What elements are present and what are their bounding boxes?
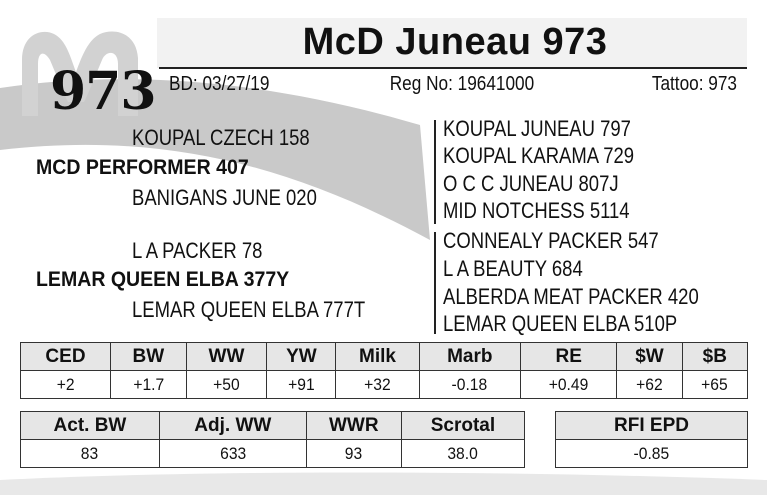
actual-header: Scrotal xyxy=(401,412,524,440)
epd-value: +50 xyxy=(213,374,240,394)
actual-value: 93 xyxy=(345,443,363,463)
pedigree-bracket-top xyxy=(434,120,436,224)
epd-value: +65 xyxy=(701,374,729,394)
actual-value-cell xyxy=(159,440,306,468)
sire-dam: BANIGANS JUNE 020 xyxy=(132,185,317,210)
actual-value: 633 xyxy=(219,443,246,463)
dam-dam: LEMAR QUEEN ELBA 777T xyxy=(132,297,366,322)
epd-header-row xyxy=(21,343,748,371)
epd-value: +91 xyxy=(288,374,315,394)
birth-date: BD: 03/27/19 xyxy=(169,72,270,95)
rfi-epd-table xyxy=(555,411,748,468)
great-grandparent: ALBERDA MEAT PACKER 420 xyxy=(443,284,699,309)
great-grandparent: LEMAR QUEEN ELBA 510P xyxy=(443,311,678,336)
epd-header: Marb xyxy=(419,343,521,371)
epd-value: +1.7 xyxy=(132,374,164,394)
epd-value-row xyxy=(21,371,748,399)
actual-header-row xyxy=(21,412,525,440)
actual-value: 38.0 xyxy=(447,443,479,463)
epd-header: $W xyxy=(617,343,682,371)
lot-number: 973 xyxy=(50,61,156,122)
rfi-header: RFI EPD xyxy=(556,412,748,440)
actual-header: Act. BW xyxy=(21,412,160,440)
great-grandparent: CONNEALY PACKER 547 xyxy=(443,228,659,253)
rfi-header-row xyxy=(556,412,748,440)
epd-table xyxy=(20,342,748,399)
epd-header: CED xyxy=(21,343,111,371)
epd-header: Milk xyxy=(336,343,419,371)
animal-name: McD Juneau 973 xyxy=(302,21,608,63)
actual-header: Adj. WW xyxy=(159,412,306,440)
epd-value-cell xyxy=(617,371,682,399)
rfi-value-row xyxy=(556,440,748,468)
registration-number: Reg No: 19641000 xyxy=(389,72,535,95)
rfi-value: -0.85 xyxy=(633,443,670,463)
tattoo: Tattoo: 973 xyxy=(651,72,737,95)
dam-sire: L A PACKER 78 xyxy=(132,238,263,263)
epd-value-cell xyxy=(110,371,186,399)
epd-value-cell xyxy=(186,371,267,399)
epd-value: +62 xyxy=(636,374,663,394)
great-grandparent: KOUPAL KARAMA 729 xyxy=(443,143,635,168)
epd-value: +2 xyxy=(56,374,75,394)
epd-header: YW xyxy=(267,343,336,371)
epd-header: $B xyxy=(682,343,747,371)
epd-value: -0.18 xyxy=(451,374,488,394)
actual-header: WWR xyxy=(306,412,401,440)
epd-value-cell xyxy=(682,371,747,399)
actual-value-cell xyxy=(401,440,524,468)
epd-value-cell xyxy=(521,371,617,399)
pedigree-bracket-bottom xyxy=(434,232,436,334)
epd-value-cell xyxy=(419,371,521,399)
epd-value: +32 xyxy=(364,374,391,394)
actual-value-cell xyxy=(21,440,160,468)
actual-value-cell xyxy=(306,440,401,468)
actual-value-row xyxy=(21,440,525,468)
epd-header: RE xyxy=(521,343,617,371)
great-grandparent: KOUPAL JUNEAU 797 xyxy=(443,116,631,141)
great-grandparent: L A BEAUTY 684 xyxy=(443,256,583,281)
epd-header: WW xyxy=(186,343,267,371)
actual-value: 83 xyxy=(81,443,99,463)
dam: LEMAR QUEEN ELBA 377Y xyxy=(36,268,290,291)
epd-value: +0.49 xyxy=(548,374,589,394)
epd-value-cell xyxy=(336,371,419,399)
great-grandparent: MID NOTCHESS 5114 xyxy=(443,198,630,223)
sire-sire: KOUPAL CZECH 158 xyxy=(132,125,310,150)
actual-measurements-table xyxy=(20,411,525,468)
epd-header: BW xyxy=(110,343,186,371)
registration-info xyxy=(159,67,747,99)
epd-value-cell xyxy=(267,371,336,399)
great-grandparent: O C C JUNEAU 807J xyxy=(443,171,619,196)
sire: MCD PERFORMER 407 xyxy=(36,156,249,179)
epd-value-cell xyxy=(21,371,111,399)
rfi-value-cell xyxy=(556,440,748,468)
